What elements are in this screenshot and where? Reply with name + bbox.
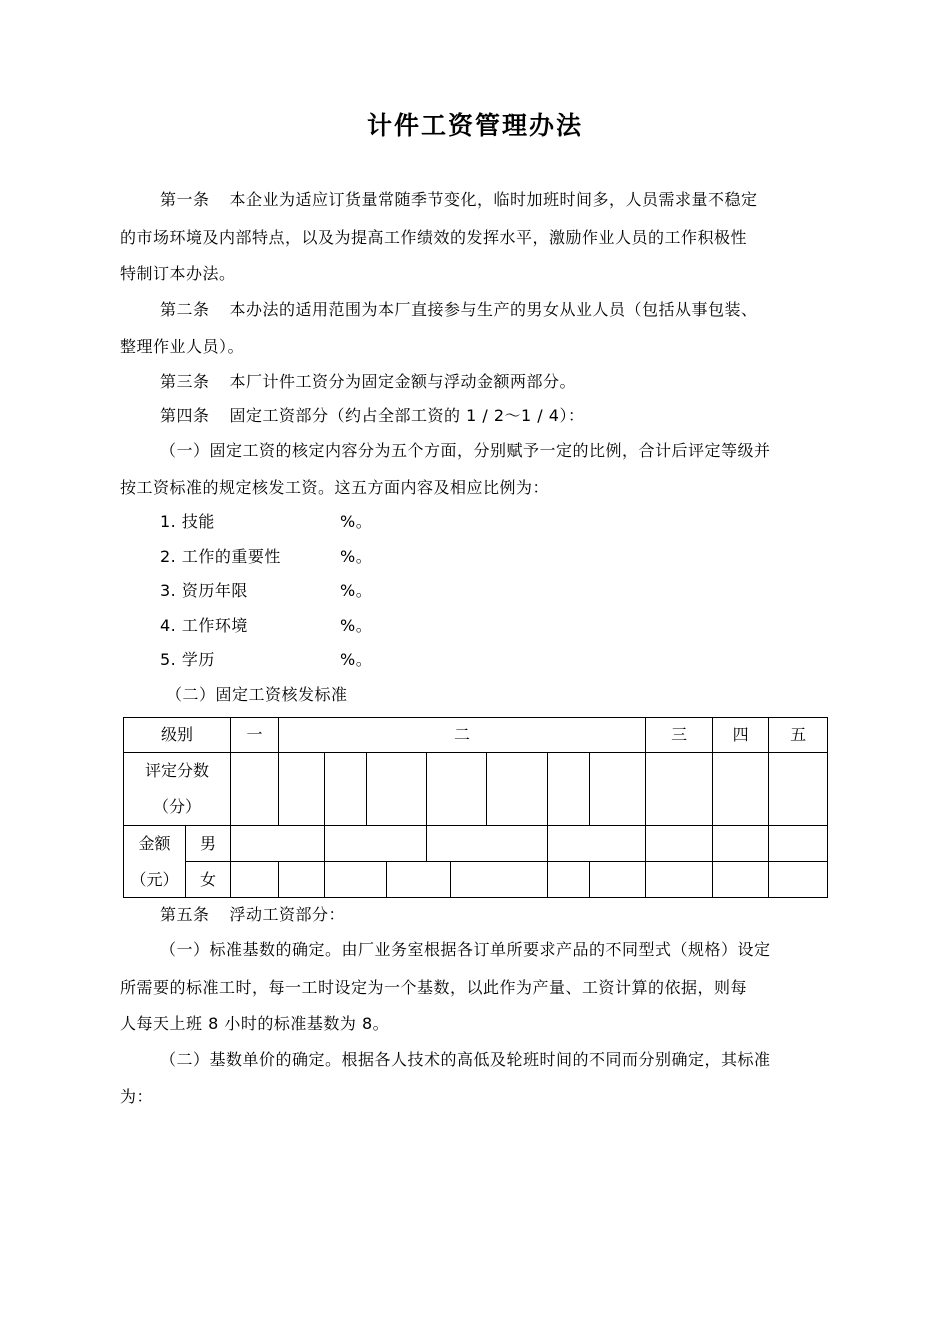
level-cell: 四 bbox=[713, 718, 769, 753]
empty-cell bbox=[548, 862, 590, 898]
article-5: 第五条 浮动工资部分： bbox=[160, 905, 346, 924]
score-label-cell: 评定分数 （分） bbox=[124, 753, 231, 826]
article-1-label: 第一条 bbox=[160, 190, 210, 209]
article-5-sub1-line-3: 人每天上班 8 小时的标准基数为 8。 bbox=[120, 1014, 390, 1033]
article-2-line-2: 整理作业人员）。 bbox=[120, 337, 245, 356]
empty-cell bbox=[769, 826, 828, 862]
ratio-item: 3. 资历年限 %。 bbox=[160, 581, 373, 600]
article-5-sub1-line-2: 所需要的标准工时，每一工时设定为一个基数，以此作为产量、工资计算的依据，则每 bbox=[120, 978, 748, 997]
article-3-label: 第三条 bbox=[160, 372, 210, 391]
empty-cell bbox=[325, 826, 427, 862]
ratio-item: 5. 学历 %。 bbox=[160, 650, 373, 669]
empty-cell bbox=[713, 826, 769, 862]
ratio-item: 4. 工作环境 %。 bbox=[160, 616, 373, 635]
level-cell: 五 bbox=[769, 718, 828, 753]
wage-grade-table bbox=[123, 717, 828, 898]
document-title: 计件工资管理办法 bbox=[366, 111, 583, 140]
empty-cell bbox=[548, 753, 590, 826]
table-row bbox=[124, 826, 828, 862]
empty-cell bbox=[590, 862, 646, 898]
empty-cell bbox=[325, 753, 367, 826]
empty-cell bbox=[487, 753, 548, 826]
empty-cell bbox=[279, 862, 325, 898]
table-row bbox=[124, 753, 828, 826]
article-2-line-1: 第二条 本办法的适用范围为本厂直接参与生产的男女从业人员（包括从事包装、 bbox=[160, 300, 758, 319]
empty-cell bbox=[231, 753, 279, 826]
empty-cell bbox=[590, 753, 646, 826]
article-5-sub2-line-2: 为： bbox=[120, 1087, 154, 1106]
article-4-sub1-line-1: （一）固定工资的核定内容分为五个方面，分别赋予一定的比例，合计后评定等级并 bbox=[160, 441, 771, 460]
article-4-sub2: （二）固定工资核发标准 bbox=[166, 685, 348, 704]
article-5-sub2-line-1: （二）基数单价的确定。根据各人技术的高低及轮班时间的不同而分别确定，其标准 bbox=[160, 1050, 771, 1069]
article-1-line-3: 特制订本办法。 bbox=[120, 264, 236, 283]
level-cell: 二 bbox=[279, 718, 646, 753]
article-3: 第三条 本厂计件工资分为固定金额与浮动金额两部分。 bbox=[160, 372, 577, 391]
empty-cell bbox=[769, 862, 828, 898]
empty-cell bbox=[646, 826, 713, 862]
table-row bbox=[124, 862, 828, 898]
empty-cell bbox=[367, 753, 427, 826]
empty-cell bbox=[713, 862, 769, 898]
empty-cell bbox=[646, 753, 713, 826]
article-4-sub1-line-2: 按工资标准的规定核发工资。这五方面内容及相应比例为： bbox=[120, 478, 550, 497]
level-label-cell: 级别 bbox=[124, 718, 231, 753]
empty-cell bbox=[427, 826, 548, 862]
ratio-item: 1. 技能 %。 bbox=[160, 512, 373, 531]
level-cell: 三 bbox=[646, 718, 713, 753]
article-1-line-1: 第一条 本企业为适应订货量常随季节变化，临时加班时间多，人员需求量不稳定 bbox=[160, 190, 758, 209]
empty-cell bbox=[646, 862, 713, 898]
empty-cell bbox=[325, 862, 548, 898]
amount-label-cell: 金额 （元） bbox=[124, 826, 186, 898]
empty-cell bbox=[231, 862, 279, 898]
female-label-cell: 女 bbox=[186, 862, 231, 898]
empty-cell bbox=[427, 753, 487, 826]
empty-cell bbox=[548, 826, 646, 862]
empty-cell bbox=[231, 826, 325, 862]
article-1-line-2: 的市场环境及内部特点，以及为提高工作绩效的发挥水平，激励作业人员的工作积极性 bbox=[120, 228, 748, 247]
article-2-label: 第二条 bbox=[160, 300, 210, 319]
empty-cell bbox=[769, 753, 828, 826]
ratio-item: 2. 工作的重要性 %。 bbox=[160, 547, 373, 566]
article-4: 第四条 固定工资部分（约占全部工资的 1 / 2～1 / 4）： bbox=[160, 406, 585, 425]
male-label-cell: 男 bbox=[186, 826, 231, 862]
level-cell: 一 bbox=[231, 718, 279, 753]
article-5-sub1-line-1: （一）标准基数的确定。由厂业务室根据各订单所要求产品的不同型式（规格）设定 bbox=[160, 940, 771, 959]
empty-cell bbox=[279, 753, 325, 826]
table-row bbox=[124, 718, 828, 753]
article-5-label: 第五条 bbox=[160, 905, 210, 924]
article-4-label: 第四条 bbox=[160, 406, 210, 425]
empty-cell bbox=[713, 753, 769, 826]
